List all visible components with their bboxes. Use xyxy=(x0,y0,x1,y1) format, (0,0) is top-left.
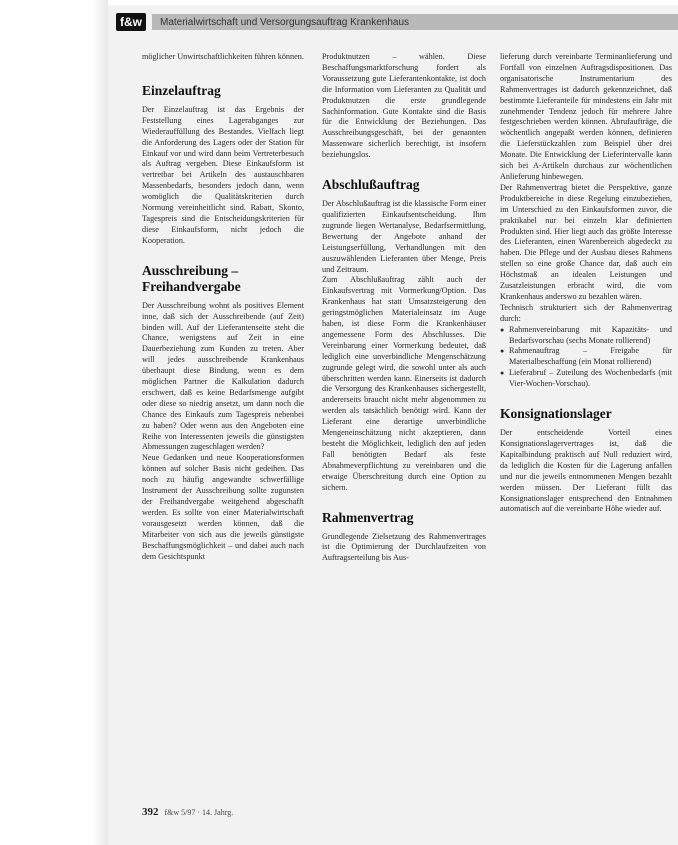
list-item: ● Rahmenvereinbarung mit Kapazitäts- und Bedarfsvorschau (sechs Monate rollierend) xyxy=(500,325,672,347)
column-3 xyxy=(500,52,672,515)
paragraph-abschlussauftrag-2: Zum Abschlußauftrag zählt auch der Einkaufsvertrag mit Vormerkung/Option. Das Krankenhaus hat statt Umsatzsteigerung den geringstmöglichen Materialeinsatz im Auge haben, ist diese Form die Krankenhäuser angemessene Form des Abschlusses. Die Vereinbarung einer Vormerkung bedeutet, daß lediglich eine unverbindliche Mengenschätzung zugrunde gelegt wird, die sowohl unter als auch überschritten werden kann. Einerseits ist dadurch die Versorgung des Krankenhauses sichergestellt, andererseits braucht nicht mehr abgenommen zu werden als tatsächlich benötigt wird. Kann der Lieferant eine derartige unverbindliche Mengeneinschätzung nicht akzeptieren, dann besteht die Möglichkeit, lediglich den auf jeden Fall benötigten Bedarf als feste Abnahmeverpflichtung zu vereinbaren und die etwaige Überschreitung durch eine Option zu sichern. xyxy=(322,275,486,492)
heading-freihandvergabe: Freihandvergabe xyxy=(142,278,241,294)
heading-einzelauftrag: Einzelauftrag xyxy=(142,82,221,98)
heading-ausschreibung: Ausschreibung – xyxy=(142,262,239,278)
paragraph-list-intro: Technisch strukturiert sich der Rahmenvertrag durch: xyxy=(500,302,672,323)
list-item: ● Rahmenauftrag – Freigabe für Materialbeschaffung (ein Monat rollierend) xyxy=(500,346,672,368)
paragraph-ausschreibung-2: Neue Gedanken und neue Kooperationsformen können auf solcher Basis nicht gedeihen. Das noch zu häufig angewandte schwerfällige Instrument der Ausschreibung sollte zugunsten der Freihandvergabe weitgehend abgeschafft werden. Es sollte von einer Materialwirtschaft vorausgesetzt werden können, daß die Mitarbeiter von sich aus die jeweils günstigste Beschaffungsmöglichkeit – und dabei auch nach dem Gesichtspunkt xyxy=(142,453,304,561)
paragraph-rahmenvertrag-perspektive: Der Rahmenvertrag bietet die Perspektive, ganze Produktbereiche in diese Regelung einzubeziehen, im Unterschied zu den Einkaufsformen zuvor, die praktikabel nur bei einzeln klar definierten Produkten sind. Hier liegt auch das größte Interesse des Lieferanten, einen Warenbereich abgedeckt zu haben. Die Pflege und der Ausbau dieses Rahmens stellen so eine große Chance dar, daß auch ein Höchstmaß an idealen Leistungen und Zusatzleistungen erbracht wird, die vom Krankenhaus anderswo zu bezahlen wären. xyxy=(500,182,672,301)
header-title: Materialwirtschaft und Versorgungsauftrag Krankenhaus xyxy=(160,16,410,28)
list-item: ● Lieferabruf – Zuteilung des Wochenbedarfs (mit Vier-Wochen-Vorschau). xyxy=(500,368,672,390)
bullet-list xyxy=(500,325,672,390)
header-bar xyxy=(152,14,678,30)
paragraph-konsignationslager: Der entscheidende Vorteil eines Konsignationslagervertrages ist, daß die Kapitalbindung praktisch auf Null reduziert wird, da lediglich die Kosten für die Lagerung anfallen und nur die jeweils entnommenen Mengen bezahlt werden müssen. Der Lieferant füllt das Konsignationslager entsprechend den Entnahmen automatisch auf die vereinbarte Höhe wieder auf. xyxy=(500,428,672,514)
column-2 xyxy=(322,52,486,564)
journal-logo: f&w xyxy=(116,13,146,31)
paragraph-continuation: Produktnutzen – wählen. Diese Beschaffungsmarktforschung fordert als Voraussetzung gute Lieferantenkontakte, ist doch die Information vom Lieferanten zu Qualität und Produktnutzen die erste grundlegende Sachinformation. Gute Kontakte sind die Basis für die Entwicklung der Beziehungen. Das Ausschreibungsgeschäft, bei der genannten Massenware sicherlich berechtigt, ist insofern beziehungslos. xyxy=(322,52,486,160)
issue-info: f&w 5/97 · 14. Jahrg. xyxy=(164,808,234,817)
heading-rahmenvertrag: Rahmenvertrag xyxy=(322,509,414,525)
paragraph-abschlussauftrag-1: Der Abschlußauftrag ist die klassische Form einer qualifizierten Einkaufsentscheidung. Ihm zugrunde liegen Wertanalyse, Bedarfsermittlung, Bewertung der Angebote anhand der Leistungserfüllung, Verhandlungen mit den auszuwählenden Lieferanten über Menge, Preis und Zeitraum. xyxy=(322,199,486,274)
paragraph-ausschreibung-1: Der Ausschreibung wohnt als positives Element inne, daß sich der Ausschreibende (auf Zeit) binden will. Auf der Lieferantenseite steht die Chance, wenigstens auf Zeit in eine Dauerbeziehung zum Kunden zu treten. Aber will jedes ausschreibende Krankenhaus überhaupt diese Bindung, wenn es dem möglichen Partner die Kalkulation dadurch erschwert, daß es keine Bedarfsmenge aufgibt oder diese so niedrig ansetzt, um dann noch die Chance des Einkaufs zum Tagespreis nebenbei zu haben? Oder wenn aus den Angeboten eine Reihe von Interessenten jeweils die günstigsten Abmessungen zugeschlagen werden? xyxy=(142,300,304,452)
paragraph-continuation: möglicher Unwirtschaftlichkeiten führen können. xyxy=(142,52,304,61)
page-shadow-edge xyxy=(92,0,108,845)
paragraph-rahmenvertrag: Grundlegende Zielsetzung des Rahmenvertrages ist die Optimierung der Durchlaufzeiten von Auftragserteilung bis Aus- xyxy=(322,531,486,563)
column-1 xyxy=(142,52,304,562)
page-number: 392 xyxy=(142,806,159,818)
heading-abschlussauftrag: Abschlußauftrag xyxy=(322,177,420,193)
paragraph-continuation: lieferung durch vereinbarte Terminanlieferung und Fortfall von einzelnen Auftragsdispositionen. Das organisatorische Instrumentarium des Rahmenvertrages ist dadurch gekennzeichnet, daß bestimmte Lieferanteile für mindestens ein Jahr mit zunehmender Tendenz jedoch für mehrere Jahre festgeschrieben werden können. Abrufaufträge, die wöchentlich angepaßt werden können, definieren die Lieferstückzahlen zum Beispiel über drei Monate. Die Entwicklung der Lieferintervalle kann sich bei A-Artikeln durchaus zur wöchentlichen Anlieferung hinbewegen. xyxy=(500,52,672,181)
page-footer xyxy=(142,806,233,818)
heading-konsignationslager: Konsignationslager xyxy=(500,406,612,422)
running-header xyxy=(108,12,678,32)
paragraph-einzelauftrag: Der Einzelauftrag ist das Ergebnis der Feststellung eines Lagerabganges zur Wiederauffüllung des Bestandes. Vielfach liegt die Anforderung des Lagers oder der Station für Einkauf vor und wird dann beim Vertreterbesuch als Auftrag vergeben. Diese Einkaufsform ist vertretbar bei Artikeln des austauschbaren Massenbedarfs, besonders jedoch dann, wenn womöglich die Qualitätskriterien durch Normung vereinheitlicht sind. Rabatt, Skonto, Tagespreis sind die Entscheidungskriterien für diese Einkaufsform, nicht jedoch die Kooperation. xyxy=(142,104,304,245)
